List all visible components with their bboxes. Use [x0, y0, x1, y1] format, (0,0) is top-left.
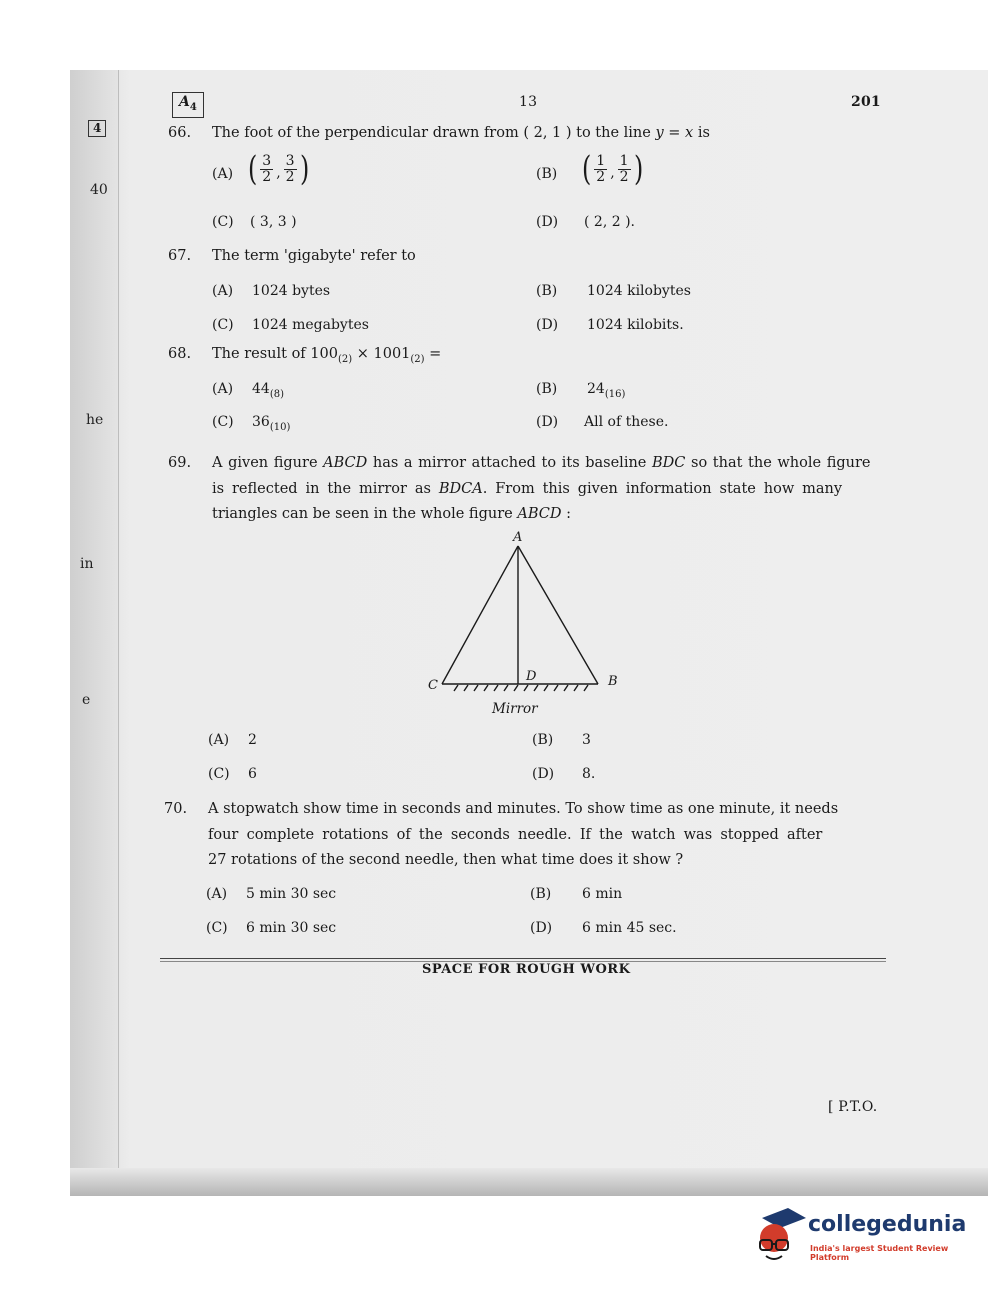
margin-fragment: 40 [90, 182, 108, 198]
rough-work-label: SPACE FOR ROUGH WORK [422, 962, 631, 977]
vertex-A-label: A [513, 530, 523, 545]
question-number: 68. [168, 346, 192, 362]
side-AB [518, 546, 598, 684]
triangle-mirror-figure [420, 528, 630, 724]
option-value: $24_{(16)}$ [587, 381, 626, 400]
option-label: (D) [536, 317, 559, 333]
option-label: (D) [530, 920, 553, 936]
side-AC [442, 546, 518, 684]
option-value: 3 [582, 732, 591, 748]
vertex-C-label: C [428, 678, 438, 693]
question-number: 66. [168, 125, 192, 141]
option-label: (C) [212, 317, 234, 333]
option-label: (C) [206, 920, 228, 936]
option-value: ( 2, 2 ). [584, 214, 635, 230]
option-label: (B) [530, 886, 552, 902]
divider [160, 958, 886, 959]
question-text-line: A stopwatch show time in seconds and minutes. To show time as one minute, it needs [208, 801, 839, 817]
option-label: (D) [536, 214, 559, 230]
question-number: 70. [164, 801, 188, 817]
option-label: (A) [208, 732, 230, 748]
option-value: 1024 kilobits. [587, 317, 684, 333]
brand-name: collegedunia [808, 1212, 967, 1237]
option-value: All of these. [584, 414, 669, 430]
margin-fragment: he [86, 412, 104, 428]
option-label: (D) [536, 414, 559, 430]
page-bottom-shadow [70, 1168, 988, 1196]
margin-fragment: in [80, 556, 94, 572]
option-value-fraction-pair: ( $\frac{3}{2}$ , $\frac{3}{2}$ ) [247, 149, 309, 189]
option-label: (C) [208, 766, 230, 782]
question-text-line: A given figure ABCD has a mirror attached to its baseline BDC so that the whole figure [212, 455, 871, 471]
option-label: (A) [212, 166, 234, 182]
option-label: (C) [212, 214, 234, 230]
question-text: The result of $100_{(2)} \times 1001_{(2)}$ = [212, 346, 442, 365]
option-label: (C) [212, 414, 234, 430]
option-value: 5 min 30 sec [246, 886, 337, 902]
option-value: 8. [582, 766, 596, 782]
collegedunia-logo [748, 1202, 980, 1266]
option-label: (B) [536, 166, 558, 182]
mirror-hatching [454, 685, 588, 691]
question-text-line: 27 rotations of the second needle, then what time does it show ? [208, 852, 684, 868]
question-text-line: four complete rotations of the seconds needle. If the watch was stopped after [208, 827, 823, 843]
option-value: $36_{(10)}$ [252, 414, 291, 433]
option-value: $44_{(8)}$ [252, 381, 284, 400]
question-number: 67. [168, 248, 192, 264]
option-label: (A) [212, 283, 234, 299]
option-value: 1024 kilobytes [587, 283, 691, 299]
option-label: (A) [212, 381, 234, 397]
option-value: ( 3, 3 ) [250, 214, 297, 230]
question-number: 69. [168, 455, 192, 471]
mascot-icon [748, 1204, 806, 1262]
page-number: 13 [519, 94, 538, 110]
option-label: (A) [206, 886, 228, 902]
mirror-label: Mirror [492, 701, 538, 717]
option-label: (B) [536, 283, 558, 299]
option-value: 1024 bytes [252, 283, 331, 299]
previous-page-edge [70, 70, 119, 1180]
paper-code-box: $A_4$ [172, 92, 204, 118]
option-value: 1024 megabytes [252, 317, 369, 333]
option-label: (B) [536, 381, 558, 397]
margin-fragment: e [82, 692, 91, 708]
option-label: (B) [532, 732, 554, 748]
option-value: 6 min 30 sec [246, 920, 337, 936]
option-value: 6 min [582, 886, 623, 902]
option-value-fraction-pair: ( $\frac{1}{2}$ , $\frac{1}{2}$ ) [581, 149, 643, 189]
option-value: 6 min 45 sec. [582, 920, 677, 936]
option-label: (D) [532, 766, 555, 782]
question-text: The term 'gigabyte' refer to [212, 248, 416, 264]
question-text-line: triangles can be seen in the whole figure ABCD : [212, 506, 571, 522]
pto-label: [ P.T.O. [828, 1099, 878, 1115]
question-text-line: is reflected in the mirror as BDCA. From this given information state how many [212, 481, 843, 497]
option-value: 2 [248, 732, 257, 748]
option-value: 6 [248, 766, 257, 782]
question-text: The foot of the perpendicular drawn from ( 2, 1 ) to the line y = x is [212, 125, 710, 141]
vertex-D-label: D [526, 669, 537, 684]
brand-tagline: India's largest Student Review Platform [810, 1244, 949, 1262]
series-number: 201 [851, 94, 881, 110]
vertex-B-label: B [608, 674, 618, 689]
margin-box-fragment: 4 [88, 120, 106, 137]
